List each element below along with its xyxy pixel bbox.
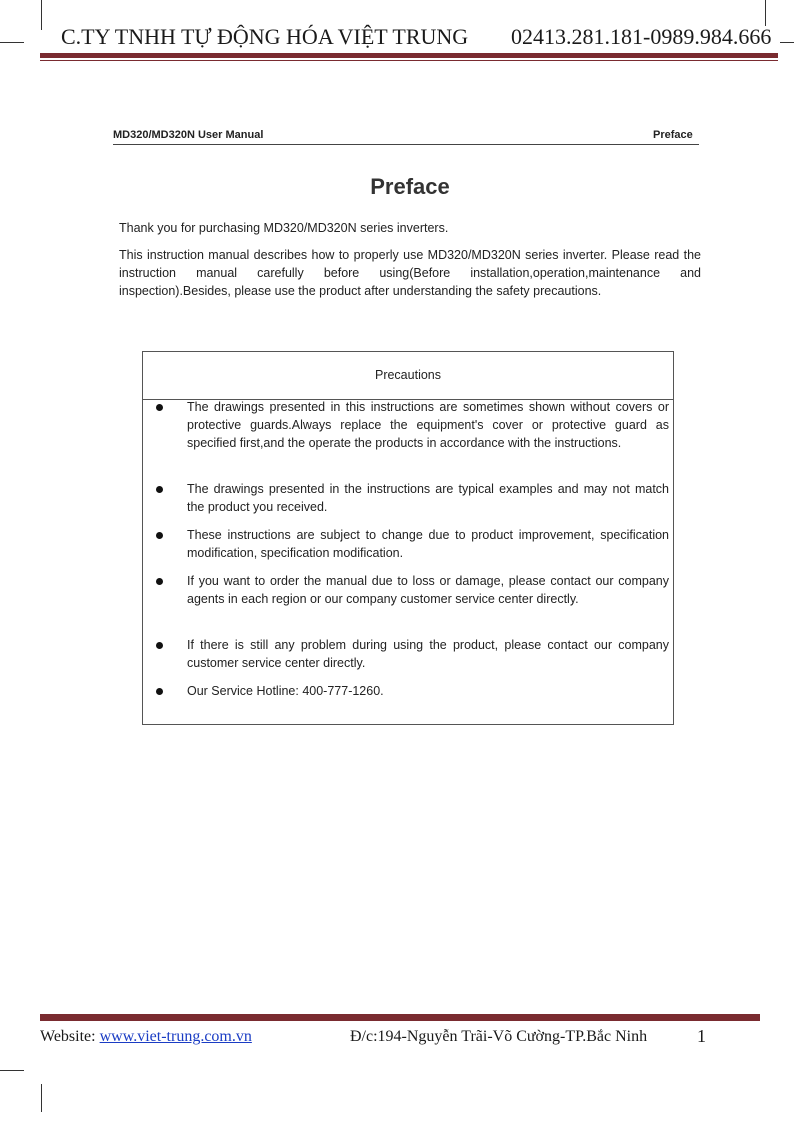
precautions-box — [142, 351, 674, 725]
precaution-item: The drawings presented in this instructions are sometimes shown without covers or protective guards.Always replace the equipment's cover or protective guard as specified first,and the operate the products in accordance with the instructions. — [187, 400, 669, 450]
precaution-item: These instructions are subject to change due to product improvement, specification modification, specification modification. — [187, 528, 669, 560]
page-title: Preface — [370, 174, 450, 199]
precaution-item: If you want to order the manual due to loss or damage, please contact our company agents in each region or our company customer service center directly. — [187, 574, 669, 606]
bullet-icon — [156, 404, 163, 411]
bullet-icon — [156, 532, 163, 539]
bullet-icon — [156, 688, 163, 695]
page-number: 1 — [697, 1026, 706, 1046]
footer-website-link[interactable]: www.viet-trung.com.vn — [99, 1028, 252, 1045]
letterhead-rule — [40, 53, 778, 58]
doc-header-right: Preface — [653, 129, 693, 141]
letterhead-phone: 02413.281.181-0989.984.666 — [511, 24, 772, 49]
precautions-title: Precautions — [374, 368, 441, 382]
doc-header-rule — [113, 144, 699, 145]
letterhead-company: C.TY TNHH TỰ ĐỘNG HÓA VIỆT TRUNG — [61, 24, 469, 49]
footer-address: Đ/c:194-Nguyễn Trãi-Võ Cường-TP.Bắc Ninh — [350, 1028, 648, 1045]
precaution-item: Our Service Hotline: 400-777-1260. — [187, 684, 384, 698]
footer-website — [40, 1028, 252, 1046]
intro-paragraph-2: This instruction manual describes how to properly use MD320/MD320N series inverter. Please read the instruction manual carefully before using(Before installation,operation,maintenance and inspection).Besides, please use the product after understanding the safety precautions. — [119, 248, 701, 298]
crop-mark-top-right-vertical — [765, 0, 766, 26]
precaution-item: The drawings presented in the instructions are typical examples and may not match the product you received. — [187, 482, 669, 514]
footer-website-label: Website: — [40, 1028, 96, 1045]
crop-mark-top-left-horizontal — [0, 42, 24, 43]
crop-mark-bottom-left-vertical — [41, 1084, 42, 1112]
precaution-item: If there is still any problem during using the product, please contact our company customer service center directly. — [187, 638, 669, 670]
bullet-icon — [156, 642, 163, 649]
crop-mark-top-left-vertical — [41, 0, 42, 30]
footer-rule — [40, 1014, 760, 1021]
bullet-icon — [156, 578, 163, 585]
doc-header-left: MD320/MD320N User Manual — [113, 129, 264, 141]
crop-mark-bottom-left-horizontal — [0, 1070, 24, 1071]
intro-paragraph-1: Thank you for purchasing MD320/MD320N series inverters. — [119, 221, 449, 235]
crop-mark-top-right-horizontal — [780, 42, 794, 43]
bullet-icon — [156, 486, 163, 493]
letterhead-rule-thin — [40, 60, 778, 61]
